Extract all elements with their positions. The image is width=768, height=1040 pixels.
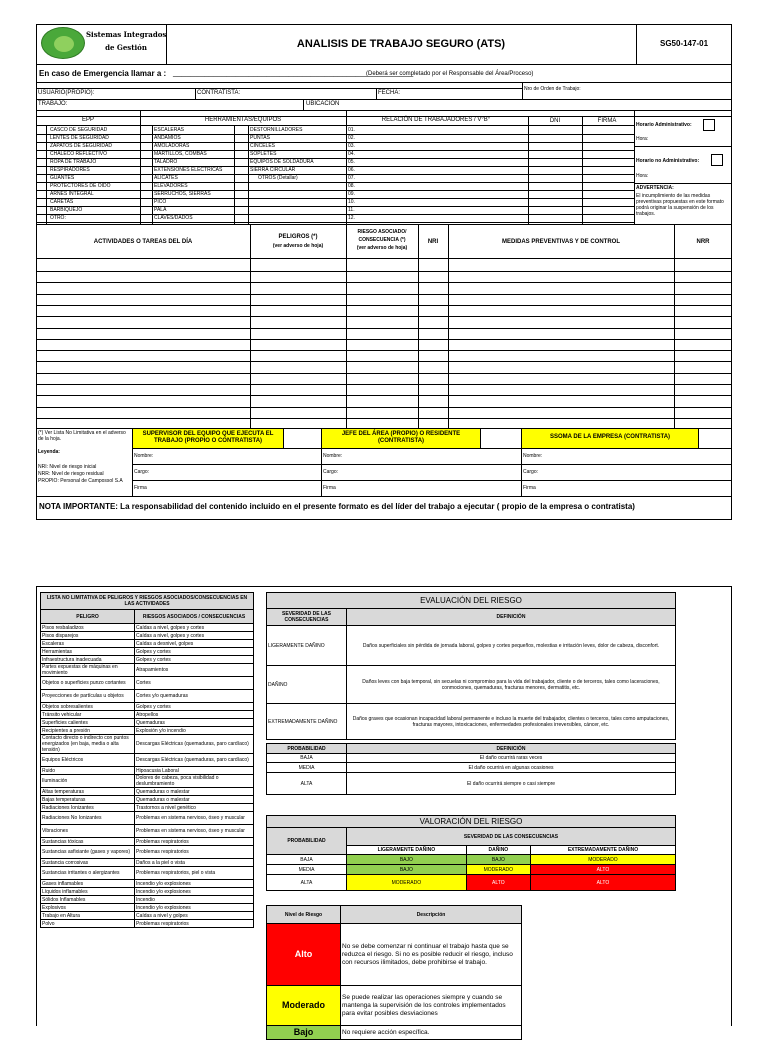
epp-item: LENTES DE SEGURIDAD <box>50 135 109 141</box>
jefe-firma-label: Firma <box>323 485 336 491</box>
advertencia-text: El incumplimiento de las medidas preventivas propuestas en este formato podrá originar la suspensión de los trabajos. <box>636 193 724 217</box>
activity-row-line <box>36 282 732 283</box>
peligros-col-subheader: (ver adverso de hoja) <box>272 243 324 249</box>
worker-number: 10. <box>348 199 355 205</box>
hazard-peligro: Pisos disparejos <box>41 632 135 640</box>
hazard-peligro: Proyecciones de partículas u objetos <box>41 690 135 703</box>
probability-row <box>267 773 676 795</box>
valoracion-sev-header: SEVERIDAD DE LAS CONSECUENCIAS <box>347 828 676 846</box>
tool-item: TALADRO <box>154 159 178 165</box>
nri-col-header: NRI <box>427 239 439 245</box>
hazard-riesgo: Hipoacusia Laboral <box>135 767 254 775</box>
hazard-peligro: Tránsito vehicular <box>41 711 135 719</box>
epp-item: BARBIQUEJO <box>50 207 83 213</box>
jefe-title: JEFE DEL ÁREA (PROPIO) O RESIDENTE (CONTRATISTA) <box>341 431 461 444</box>
hazard-peligro: Sustancias irritantes o alergizantes <box>41 867 135 880</box>
activity-row-line <box>36 395 732 396</box>
hazard-riesgo: Quemaduras o malestar <box>135 796 254 804</box>
severity-definition: Daños leves con baja temporal, sin secuelas ni compromiso para la vida del trabajador, cliente o de terceros, tales como laceraciones, conmociones, quemaduras, fracturas menores, dermatitis, etc. <box>347 666 676 704</box>
hazard-peligro: Infraestructura inadecuada <box>41 656 135 664</box>
hazard-peligro: Explosivos <box>41 904 135 912</box>
probability-row <box>267 763 676 773</box>
fecha-label: FECHA: <box>378 90 401 96</box>
worker-number: 05. <box>348 159 355 165</box>
riesgos-header: RIESGOS ASOCIADOS / CONSECUENCIAS <box>135 610 254 624</box>
hazard-row <box>41 624 254 632</box>
emergency-contact-field[interactable]: ______________________________________________________ <box>173 68 414 77</box>
hazard-row <box>41 888 254 896</box>
hazard-riesgo: Atropellos <box>135 711 254 719</box>
hazard-peligro: Sólidos Inflamables <box>41 896 135 904</box>
hazard-row <box>41 648 254 656</box>
hazard-peligro: Trabajo en Altura <box>41 912 135 920</box>
epp-item: OTRO: <box>50 215 66 221</box>
risk-level-table <box>266 905 522 1040</box>
worker-number: 03. <box>348 143 355 149</box>
valoracion-title: VALORACIÓN DEL RIESGO <box>267 816 676 828</box>
tool-item-2: OTROS (Detallar) <box>258 175 298 181</box>
hazard-riesgo: Dolores de cabeza, poca visibilidad o deslumbramiento <box>135 775 254 788</box>
alto-level: Alto <box>267 924 341 986</box>
hazard-peligro: Líquidos inflamables <box>41 888 135 896</box>
tool-item-2: SIERRA CIRCULAR <box>250 167 296 173</box>
tool-item: AMOLADORAS <box>154 143 190 149</box>
usuario-label: USUARIO(PROPIO): <box>38 90 95 96</box>
tool-item: CLAVES/DADOS <box>154 215 193 221</box>
hazard-riesgo: Cortes <box>135 677 254 690</box>
valoracion-col-header: EXTREMADAMENTE DAÑINO <box>530 846 675 855</box>
tool-item-2: PUNTAS <box>250 135 270 141</box>
evaluation-row <box>267 626 676 666</box>
hazard-riesgo: Incendio <box>135 896 254 904</box>
activity-row-line <box>36 361 732 362</box>
campossol-logo-icon <box>41 27 85 59</box>
hazard-row <box>41 735 254 754</box>
worker-number: 09. <box>348 191 355 197</box>
hazard-row <box>41 896 254 904</box>
probability-label: ALTA <box>267 773 347 795</box>
hazard-riesgo: Cortes y/o quemaduras <box>135 690 254 703</box>
activity-row-line <box>36 305 732 306</box>
epp-item: RESPIRADORES <box>50 167 90 173</box>
hazard-row <box>41 867 254 880</box>
probability-definition: El daño ocurrirá en algunas ocasiones <box>347 763 676 773</box>
hazard-list-table <box>40 592 254 928</box>
nrr-legend: NRR: Nivel de riesgo residual <box>38 471 104 477</box>
severity-label: DAÑINO <box>267 666 347 704</box>
valoracion-cell: BAJO <box>466 855 530 865</box>
epp-item: ZAPATOS DE SEGURIDAD <box>50 143 112 149</box>
worker-number: 06. <box>348 167 355 173</box>
tool-item: ELEVADORES <box>154 183 188 189</box>
epp-item: PROTECTORES DE OIDO <box>50 183 111 189</box>
hazard-peligro: Pisos resbaladizos <box>41 624 135 632</box>
hazard-riesgo: Trastornos a nivel genético <box>135 804 254 812</box>
hazard-row <box>41 788 254 796</box>
activity-row-line <box>36 339 732 340</box>
activity-row-line <box>36 384 732 385</box>
ssoma-firma-label: Firma <box>523 485 536 491</box>
worker-number: 02. <box>348 135 355 141</box>
severidad-header: SEVERIDAD DE LAS CONSECUENCIAS <box>267 609 347 626</box>
no-admin-schedule-checkbox[interactable] <box>711 154 723 166</box>
hazard-riesgo: Golpes y cortes <box>135 703 254 711</box>
worker-number: 04. <box>348 151 355 157</box>
hazard-peligro: Altas temperaturas <box>41 788 135 796</box>
hazard-row <box>41 754 254 767</box>
hazard-row <box>41 920 254 928</box>
worker-number: 01. <box>348 127 355 133</box>
hazard-row <box>41 640 254 648</box>
epp-header: EPP <box>81 117 94 123</box>
valoracion-cell: MODERADO <box>530 855 675 865</box>
hazard-row <box>41 677 254 690</box>
dni-header: DNI <box>549 118 561 124</box>
tool-item: ESCALERAS <box>154 127 185 133</box>
peligros-col-header: PELIGROS (*) <box>278 234 318 240</box>
hazard-row <box>41 719 254 727</box>
ssoma-cargo-label: Cargo: <box>523 469 539 475</box>
probability-definition: El daño ocurrirá raras veces <box>347 754 676 763</box>
tool-item-2: EQUIPOS DE SOLDADURA <box>250 159 314 165</box>
no-admin-schedule-label: Horario no Administrativo: <box>636 158 700 164</box>
hazard-riesgo: Caídas a desnivel, golpes <box>135 640 254 648</box>
firma-header: FIRMA <box>597 118 617 124</box>
nri-legend: NRI: Nivel de riesgo inicial <box>38 464 97 470</box>
epp-item: CHALECO REFLECTIVO <box>50 151 107 157</box>
hazard-peligro: Ruido <box>41 767 135 775</box>
hazard-riesgo: Descargas Eléctricas (quemaduras, paro cardíaco) <box>135 754 254 767</box>
tool-item: PICO <box>154 199 167 205</box>
document-code: SG50-147-01 <box>659 39 709 48</box>
admin-schedule-label: Horario Administrativo: <box>636 122 692 128</box>
hazard-row <box>41 656 254 664</box>
hazard-peligro: Escaleras <box>41 640 135 648</box>
hazard-row <box>41 711 254 719</box>
valoracion-table <box>266 815 676 891</box>
hazard-row <box>41 796 254 804</box>
nota-importante: NOTA IMPORTANTE: La responsabilidad del contenido incluido en el presente formato es del líder del trabajo a ejecutar ( propio de la empresa o contratista) <box>39 502 635 511</box>
epp-item: CARETAS <box>50 199 74 205</box>
page-title: ANALISIS DE TRABAJO SEGURO (ATS) <box>296 38 506 50</box>
probability-table <box>266 743 676 795</box>
descripcion-header: Descripción <box>341 906 522 924</box>
hazard-riesgo: Incendio y/o explosiones <box>135 888 254 896</box>
valoracion-cell: MODERADO <box>466 865 530 875</box>
propio-legend: PROPIO: Personal de Campossol S.A <box>38 478 123 484</box>
definicion-header: DEFINICIÓN <box>347 609 676 626</box>
tool-item: MARTILLOS, COMBAS <box>154 151 207 157</box>
hazard-row <box>41 846 254 859</box>
tool-item: PALA <box>154 207 167 213</box>
jefe-nombre-label: Nombre: <box>323 453 343 459</box>
activity-row-line <box>36 316 732 317</box>
admin-schedule-checkbox[interactable] <box>703 119 715 131</box>
ubicacion-label: UBICACIÓN <box>306 101 340 107</box>
hazard-peligro: Gases inflamables <box>41 880 135 888</box>
hazard-riesgo: Incendio y/o explosiones <box>135 904 254 912</box>
hazard-riesgo: Caídas a nivel, golpes y cortes <box>135 632 254 640</box>
hazard-row <box>41 804 254 812</box>
hazard-riesgo: Problemas respiratorios <box>135 920 254 928</box>
hazard-peligro: Sustancia corrosivas <box>41 859 135 867</box>
hazard-peligro: Contacto directo o indirecto con puntos energizados (en baja, media o alta tensión) <box>41 735 135 754</box>
moderado-desc: Se puede realizar las operaciones siempre y cuando se mantenga la supervisión de los controles implementados para evitar posibles desviaciones <box>341 986 522 1026</box>
hazard-peligro: Objetos o superficies punzo cortantes <box>41 677 135 690</box>
hazard-peligro: Sustancias asfixiante (gases y vapores) <box>41 846 135 859</box>
severity-definition: Daños superficiales sin pérdida de jornada laboral, golpes y cortes pequeños, molestias e irritación leves, dolor de cabeza, disconfort. <box>347 626 676 666</box>
tool-item: ANDAMIOS <box>154 135 181 141</box>
supervisor-title: SUPERVISOR DEL EQUIPO QUE EJECUTA EL TRABAJO (PROPIO O CONTRATISTA) <box>142 431 274 444</box>
valoracion-row <box>267 855 676 865</box>
worker-number: 12. <box>348 215 355 221</box>
hazard-peligro: Polvo <box>41 920 135 928</box>
hazard-peligro: Iluminación <box>41 775 135 788</box>
emergency-label: En caso de Emergencia llamar a : <box>39 69 167 78</box>
valoracion-row <box>267 865 676 875</box>
valoracion-prob-header: PROBABILIDAD <box>267 828 347 855</box>
tool-item-2: SOPLETES <box>250 151 277 157</box>
nrr-col-header: NRR <box>696 239 710 245</box>
moderado-level: Moderado <box>267 986 341 1026</box>
epp-item: CASCO DE SEGURIDAD <box>50 127 108 133</box>
bajo-level: Bajo <box>267 1026 341 1040</box>
hazard-riesgo: Problemas en sistema nervioso, óseo y muscular <box>135 825 254 838</box>
probability-label: MEDIA <box>267 763 347 773</box>
riesgo-col-header-2: CONSECUENCIA (*) <box>358 237 406 243</box>
hazard-riesgo: Incendio y/o explosiones <box>135 880 254 888</box>
hazard-riesgo: Descargas Eléctricas (quemaduras, paro cardíaco) <box>135 735 254 754</box>
probability-definition: El daño ocurrirá siempre o casi siempre <box>347 773 676 795</box>
valoracion-row-label: MEDIA <box>267 865 347 875</box>
sup-nombre-label: Nombre: <box>134 453 154 459</box>
advertencia-title: ADVERTENCIA: <box>636 185 674 191</box>
bajo-desc: No requiere acción específica. <box>341 1026 522 1040</box>
activity-row-line <box>36 271 732 272</box>
contratista-label: CONTRATISTA: <box>197 90 241 96</box>
sup-cargo-label: Cargo: <box>134 469 150 475</box>
hazard-row <box>41 767 254 775</box>
valoracion-cell: ALTO <box>466 875 530 891</box>
hazard-riesgo: Atrapamientos <box>135 664 254 677</box>
tool-item-2: CINCELES <box>250 143 276 149</box>
alto-desc: No se debe comenzar ni continuar el trabajo hasta que se reduzca el riesgo. Si no es posible reducir el riesgo, incluso con recursos ilimitados, debe prohibirse el trabajo. <box>341 924 522 986</box>
hazard-peligro: Radiaciones No Ionizantes <box>41 812 135 825</box>
tool-item: EXTENSIONES ELÉCTRICAS <box>154 167 223 173</box>
valoracion-col-header: DAÑINO <box>466 846 530 855</box>
severity-label: EXTREMADAMENTE DAÑINO <box>267 704 347 740</box>
hazard-peligro: Herramientas <box>41 648 135 656</box>
leyenda-label: Leyenda: <box>38 449 60 455</box>
hazard-peligro: Vibraciones <box>41 825 135 838</box>
emergency-note: (Deberá ser completado por el Responsable del Área/Proceso) <box>366 71 534 77</box>
valoracion-cell: MODERADO <box>347 875 467 891</box>
hazard-peligro: Recipientes a presión <box>41 727 135 735</box>
valoracion-row-label: ALTA <box>267 875 347 891</box>
activity-row-line <box>36 407 732 408</box>
hazard-riesgo: Explosión y/o incendio <box>135 727 254 735</box>
hazard-riesgo: Daños a la piel o vista <box>135 859 254 867</box>
org-name-line1: Sistemas Integrados <box>86 30 167 39</box>
evaluation-row <box>267 666 676 704</box>
hazard-row <box>41 904 254 912</box>
tool-item: SERRUCHOS, SIERRAS <box>154 191 211 197</box>
hazard-peligro: Objetos sobresalientes <box>41 703 135 711</box>
hazard-riesgo: Problemas en sistema nervioso, óseo y muscular <box>135 812 254 825</box>
workers-header: RELACIÓN DE TRABAJADORES / V°B° <box>381 117 491 123</box>
activity-row-line <box>36 294 732 295</box>
epp-item: GUANTES <box>50 175 75 181</box>
tool-item-2: DESTORNILLADORES <box>250 127 303 133</box>
activity-row-line <box>36 373 732 374</box>
hora2-label: Hora: <box>636 173 649 179</box>
evaluation-table <box>266 592 676 740</box>
riesgo-col-header-1: RIESGO ASOCIADO/ <box>357 229 407 235</box>
jefe-cargo-label: Cargo: <box>323 469 339 475</box>
probability-label: BAJA <box>267 754 347 763</box>
epp-item: ARNÉS INTEGRAL <box>50 191 94 197</box>
hazard-peligro: Superficies calientes <box>41 719 135 727</box>
hazard-row <box>41 859 254 867</box>
nivel-riesgo-header: Nivel de Riesgo <box>267 906 341 924</box>
valoracion-row <box>267 875 676 891</box>
sup-firma-label: Firma <box>134 485 147 491</box>
worker-number: 08. <box>348 183 355 189</box>
riesgo-col-header-3: (ver adverso de hoja) <box>356 245 408 251</box>
hazard-riesgo: Caídas a nivel y golpes <box>135 912 254 920</box>
ver-lista-note: (*) Ver Lista No Limitativa en el adverso de la hoja. <box>38 430 126 442</box>
ssoma-title: SSOMA DE LA EMPRESA (CONTRATISTA) <box>549 434 671 440</box>
hazard-riesgo: Golpes y cortes <box>135 656 254 664</box>
hazard-riesgo: Quemaduras <box>135 719 254 727</box>
hazard-peligro: Sustancias tóxicas <box>41 838 135 846</box>
hazard-riesgo: Problemas respiratorios, piel o vista <box>135 867 254 880</box>
hazard-row <box>41 838 254 846</box>
hazard-peligro: Partes expuestas de máquinas en movimiento <box>41 664 135 677</box>
activities-col-header: ACTIVIDADES O TAREAS DEL DÍA <box>93 239 193 245</box>
trabajo-label: TRABAJO: <box>38 101 68 107</box>
prob-definicion-header: DEFINICIÓN <box>347 744 676 754</box>
probability-row <box>267 754 676 763</box>
activity-row-line <box>36 418 732 419</box>
tools-header: HERRAMIENTAS/EQUIPOS <box>204 117 282 123</box>
hazard-riesgo: Golpes y cortes <box>135 648 254 656</box>
hazard-riesgo: Problemas respiratorios <box>135 846 254 859</box>
valoracion-cell: ALTO <box>530 875 675 891</box>
hazard-row <box>41 690 254 703</box>
hazard-row <box>41 812 254 825</box>
hazard-row <box>41 727 254 735</box>
worker-number: 11. <box>348 207 355 213</box>
worker-number: 07. <box>348 175 355 181</box>
hazard-peligro: Bajas temperaturas <box>41 796 135 804</box>
valoracion-row-label: BAJA <box>267 855 347 865</box>
valoracion-cell: BAJO <box>347 855 467 865</box>
hazard-riesgo: Quemaduras o malestar <box>135 788 254 796</box>
hazard-row <box>41 825 254 838</box>
hora1-label: Hora: <box>636 136 649 142</box>
severity-label: LIGERAMENTE DAÑINO <box>267 626 347 666</box>
hazard-peligro: Radiaciones Ionizantes <box>41 804 135 812</box>
activity-row-line <box>36 328 732 329</box>
valoracion-cell: ALTO <box>530 865 675 875</box>
hazard-row <box>41 664 254 677</box>
hazard-row <box>41 703 254 711</box>
tool-item: ALICATES <box>154 175 178 181</box>
hazard-peligro: Equipos Eléctricos <box>41 754 135 767</box>
probabilidad-header: PROBABILIDAD <box>267 744 347 754</box>
ssoma-nombre-label: Nombre: <box>523 453 543 459</box>
evaluation-row <box>267 704 676 740</box>
hazard-row <box>41 880 254 888</box>
epp-item: ROPA DE TRABAJO <box>50 159 97 165</box>
evaluation-title: EVALUACIÓN DEL RIESGO <box>267 593 676 609</box>
valoracion-col-header: LIGERAMENTE DAÑINO <box>347 846 467 855</box>
hazard-row <box>41 632 254 640</box>
activity-row-line <box>36 350 732 351</box>
hazard-riesgo: Caídas a nivel, golpes y cortes <box>135 624 254 632</box>
valoracion-cell: BAJO <box>347 865 467 875</box>
peligro-header: PELIGRO <box>41 610 135 624</box>
hazard-riesgo: Problemas respiratorios <box>135 838 254 846</box>
medidas-col-header: MEDIDAS PREVENTIVAS Y DE CONTROL <box>501 239 621 245</box>
severity-definition: Daños graves que ocasionan incapacidad laboral permanente e incluso la muerte del trabajador, clientes o terceros, tales como amputaciones, fracturas mayores, intoxicaciones, enfermedades profesionales irreversibles, cáncer, etc. <box>347 704 676 740</box>
hazard-row <box>41 912 254 920</box>
orden-trabajo-label: Nro de Orden de Trabajo: <box>524 86 581 92</box>
org-name-line2: de Gestión <box>105 43 147 52</box>
hazard-row <box>41 775 254 788</box>
hazard-list-title: LISTA NO LIMITATIVA DE PELIGROS Y RIESGOS ASOCIADOS/CONSECUENCIAS EN LAS ACTIVIDADES <box>41 593 254 610</box>
